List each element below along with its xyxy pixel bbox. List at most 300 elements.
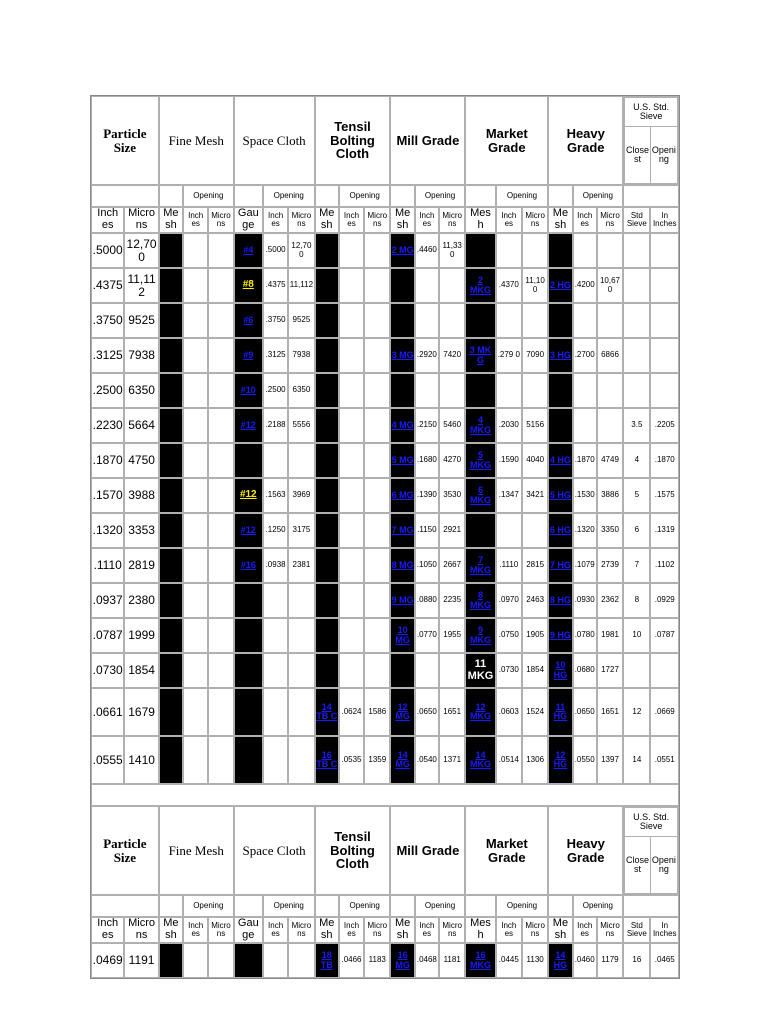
market-grade-mesh-link[interactable]: 5 MKG [466,451,494,470]
tensil-inches [339,443,364,478]
space-cloth-gauge-cell [234,943,263,978]
space-cloth-inches: .3750 [263,303,288,338]
fine-mesh-inches [183,583,208,618]
tensil-inches [339,583,364,618]
std-sieve: 5 [623,478,650,513]
market-grade-mesh-link[interactable]: 9 MKG [466,626,494,645]
fine-mesh-inches [183,548,208,583]
tensil-mesh-cell [315,233,339,268]
mill-grade-mesh-link[interactable]: 9 MG [391,594,414,605]
space-cloth-microns [288,653,314,688]
space-cloth-gauge-cell [234,303,263,338]
market-grade-microns: 1854 [522,653,548,688]
heavy-grade-inches: .0780 [573,618,597,653]
std-sieve: 7 [623,548,650,583]
space-cloth-gauge-cell [234,583,263,618]
fine-mesh-inches [183,338,208,373]
col-inch: Inch es [339,917,364,943]
tensil-inches [339,513,364,548]
heavy-grade-mesh-link[interactable]: 9 HG [549,629,571,640]
heavy-grade-inches: .4200 [573,268,597,303]
fine-mesh-cell [159,583,183,618]
std-sieve: 10 [623,618,650,653]
fine-mesh-cell [159,303,183,338]
header-space-cloth: Space Cloth [234,96,315,185]
std-sieve [623,338,650,373]
blank [234,185,263,207]
fine-mesh-cell [159,408,183,443]
heavy-grade-mesh-link[interactable]: 10 HG [549,661,571,680]
table-row [91,233,679,268]
opening-header: Opening [415,185,466,207]
mill-grade-inches: .0770 [415,618,439,653]
blank [623,185,679,207]
heavy-grade-inches: .1320 [573,513,597,548]
heavy-grade-microns [597,408,623,443]
market-grade-mesh-cell [465,513,495,548]
tensil-mesh-link[interactable]: 18 TB [316,951,338,970]
particle-microns: 6350 [124,373,158,408]
col-micron: Micro ns [208,207,233,233]
fine-mesh-cell [159,373,183,408]
fine-mesh-inches [183,408,208,443]
tensil-inches: .0624 [339,688,364,736]
col-micron: Micro ns [364,207,390,233]
heavy-grade-microns: 4749 [597,443,623,478]
mill-grade-inches: .1390 [415,478,439,513]
tensil-inches [339,303,364,338]
space-cloth-gauge-link[interactable]: #6 [235,316,262,325]
market-grade-mesh-link[interactable]: 4 MKG [466,416,494,435]
particle-microns: 4750 [124,443,158,478]
mill-grade-mesh-link[interactable]: 7 MG [391,524,414,535]
heavy-grade-mesh-cell [548,338,572,373]
mill-grade-mesh-link[interactable]: 12 MG [391,703,413,722]
heavy-grade-microns: 10,67 0 [597,268,623,303]
heavy-grade-mesh-link[interactable]: 5 HG [549,489,571,500]
fine-mesh-inches [183,303,208,338]
market-grade-mesh-cell [465,373,495,408]
tensil-microns [364,653,390,688]
opening-header: Opening [263,895,315,917]
table-row [91,736,679,784]
fine-mesh-microns [208,233,233,268]
fine-mesh-microns [208,338,233,373]
col-mesh: Me sh [315,917,339,943]
mill-grade-mesh-link[interactable]: 14 MG [391,751,413,770]
fine-mesh-microns [208,688,233,736]
heavy-grade-inches: .0680 [573,653,597,688]
market-grade-mesh-cell [465,408,495,443]
space-cloth-gauge-link[interactable]: #12 [235,421,262,430]
space-cloth-inches: .1563 [263,478,288,513]
mill-grade-mesh-cell [390,268,414,303]
header-heavy-grade: Heavy Grade [548,806,623,895]
mill-grade-mesh-cell [390,303,414,338]
particle-microns: 1679 [124,688,158,736]
particle-inches: .0787 [91,618,124,653]
mill-grade-inches: .0540 [415,736,439,784]
mill-grade-mesh-cell [390,443,414,478]
mill-grade-inches: .0880 [415,583,439,618]
std-sieve-inches: .1319 [650,513,679,548]
heavy-grade-mesh-link[interactable]: 7 HG [549,559,571,570]
mill-grade-inches: .1150 [415,513,439,548]
table-row [91,408,679,443]
blank [548,895,572,917]
col-micron: Micro ns [597,917,623,943]
market-grade-mesh-link[interactable]: 6 MKG [466,486,494,505]
fine-mesh-inches [183,373,208,408]
mill-grade-mesh-link[interactable]: 5 MG [391,454,414,465]
market-grade-inches: .2030 [496,408,522,443]
mesh-comparison-page [90,95,680,979]
market-grade-microns: 11,10 0 [522,268,548,303]
mill-grade-mesh-cell [390,618,414,653]
heavy-grade-mesh-cell [548,408,572,443]
space-cloth-microns: 2381 [288,548,314,583]
market-grade-mesh-cell [465,268,495,303]
mill-grade-inches: .2920 [415,338,439,373]
particle-inches: .5000 [91,233,124,268]
col-microns: Micro ns [124,917,158,943]
mill-grade-mesh-cell [390,736,414,784]
space-cloth-microns: 3175 [288,513,314,548]
fine-mesh-inches [183,736,208,784]
tensil-inches [339,653,364,688]
heavy-grade-mesh-link[interactable]: 11 HG [549,703,571,722]
header-us-std [623,96,679,185]
col-mesh: Me sh [390,207,414,233]
fine-mesh-inches [183,233,208,268]
space-cloth-gauge-link[interactable]: #12 [235,526,262,535]
particle-microns: 7938 [124,338,158,373]
tensil-mesh-cell [315,408,339,443]
std-sieve-inches [650,233,679,268]
col-gauge: Gau ge [234,207,263,233]
space-cloth-inches [263,443,288,478]
us-std-subtable [624,97,678,184]
space-cloth-gauge-link[interactable]: #4 [235,246,262,255]
tensil-inches [339,408,364,443]
mill-grade-mesh-link[interactable]: 6 MG [391,489,414,500]
heavy-grade-mesh-link[interactable]: 4 HG [549,454,571,465]
mill-grade-microns: 1651 [439,688,465,736]
mill-grade-mesh-link[interactable]: 4 MG [391,419,414,430]
market-grade-microns: 3421 [522,478,548,513]
market-grade-mesh-cell [465,688,495,736]
fine-mesh-cell [159,736,183,784]
col-in-inches: In Inches [650,917,679,943]
heavy-grade-microns [597,233,623,268]
heavy-grade-mesh-link[interactable]: 12 HG [549,751,571,770]
space-cloth-inches [263,583,288,618]
std-sieve-inches [650,373,679,408]
us-std-label: U.S. Std. Sieve [625,808,678,837]
std-sieve: 3.5 [623,408,650,443]
tensil-mesh-cell [315,373,339,408]
fine-mesh-inches [183,653,208,688]
tensil-mesh-cell [315,478,339,513]
market-grade-mesh-link[interactable]: 8 MKG [466,591,494,610]
heavy-grade-microns: 3886 [597,478,623,513]
particle-inches: .3750 [91,303,124,338]
fine-mesh-cell [159,478,183,513]
heavy-grade-mesh-link[interactable]: 14 HG [549,951,571,970]
fine-mesh-microns [208,548,233,583]
market-grade-microns: 5156 [522,408,548,443]
std-sieve: 4 [623,443,650,478]
market-grade-mesh-link[interactable]: 3 MK G [466,346,494,365]
mill-grade-mesh-link[interactable]: 10 MG [391,626,413,645]
tensil-mesh-link[interactable]: 14 TB C [316,701,338,721]
mill-grade-inches: .4460 [415,233,439,268]
fine-mesh-microns [208,736,233,784]
mill-grade-microns [439,653,465,688]
heavy-grade-inches [573,233,597,268]
heavy-grade-mesh-link[interactable]: 8 HG [549,594,571,605]
space-cloth-microns [288,618,314,653]
blank [623,895,679,917]
heavy-grade-inches: .2700 [573,338,597,373]
blank [390,185,414,207]
std-sieve-inches [650,268,679,303]
mill-grade-inches: .2150 [415,408,439,443]
market-grade-mesh-cell [465,233,495,268]
market-grade-mesh-cell [465,478,495,513]
table-row [91,303,679,338]
space-cloth-gauge-cell [234,373,263,408]
market-grade-inches: .1347 [496,478,522,513]
mill-grade-mesh-link[interactable]: 2 MG [391,244,414,255]
fine-mesh-cell [159,443,183,478]
heavy-grade-inches: .0650 [573,688,597,736]
col-mesh: Me sh [548,207,572,233]
col-gauge: Gau ge [234,917,263,943]
space-cloth-inches [263,736,288,784]
heavy-grade-microns: 2739 [597,548,623,583]
std-sieve [623,233,650,268]
tensil-mesh-cell [315,618,339,653]
heavy-grade-mesh-cell [548,548,572,583]
blank [91,895,159,917]
market-grade-inches: .1110 [496,548,522,583]
space-cloth-microns: 9525 [288,303,314,338]
std-sieve: 6 [623,513,650,548]
header-particle-size: Particle Size [91,806,159,895]
mill-grade-inches [415,653,439,688]
opening-header: Opening [339,185,391,207]
tensil-inches: .0466 [339,943,364,978]
market-grade-microns [522,373,548,408]
space-cloth-gauge-cell [234,653,263,688]
blank [159,895,183,917]
mill-grade-mesh-cell [390,688,414,736]
fine-mesh-inches [183,443,208,478]
col-micron: Micro ns [364,917,390,943]
particle-microns: 1191 [124,943,158,978]
space-cloth-gauge-link[interactable]: #16 [235,561,262,570]
mill-grade-inches: .0650 [415,688,439,736]
opening-header: Opening [573,895,624,917]
mill-grade-microns: 11,33 0 [439,233,465,268]
std-sieve-inches: .0787 [650,618,679,653]
blank [548,185,572,207]
heavy-grade-inches: .0460 [573,943,597,978]
mill-grade-mesh-link[interactable]: 3 MG [391,349,414,360]
tensil-inches [339,373,364,408]
market-grade-mesh-link[interactable]: 14 MKG [466,751,494,770]
particle-microns: 2819 [124,548,158,583]
market-grade-inches: .0603 [496,688,522,736]
tensil-inches [339,478,364,513]
mill-grade-microns: 2235 [439,583,465,618]
mill-grade-mesh-cell [390,373,414,408]
heavy-grade-inches: .1530 [573,478,597,513]
space-cloth-gauge-link[interactable]: #8 [235,280,262,291]
heavy-grade-mesh-cell [548,513,572,548]
particle-inches: .1320 [91,513,124,548]
heavy-grade-microns: 1651 [597,688,623,736]
particle-microns: 11,11 2 [124,268,158,303]
col-mesh: Me sh [315,207,339,233]
space-cloth-gauge-cell [234,443,263,478]
col-inch: Inch es [415,917,439,943]
mill-grade-inches: .1680 [415,443,439,478]
market-grade-mesh-cell [465,618,495,653]
tensil-microns [364,233,390,268]
fine-mesh-cell [159,338,183,373]
col-inch: Inch es [183,917,208,943]
fine-mesh-microns [208,443,233,478]
space-cloth-microns [288,943,314,978]
opening-header: Opening [496,185,549,207]
mill-grade-microns: 1371 [439,736,465,784]
mill-grade-microns [439,373,465,408]
std-sieve-inches: .1575 [650,478,679,513]
space-cloth-gauge-link[interactable]: #12 [235,490,262,501]
tensil-microns [364,618,390,653]
market-grade-mesh-link[interactable]: 2 MKG [466,276,494,295]
particle-inches: .1110 [91,548,124,583]
closest-label: Close st [625,127,651,184]
particle-microns: 1999 [124,618,158,653]
header-space-cloth: Space Cloth [234,806,315,895]
heavy-grade-microns: 1397 [597,736,623,784]
market-grade-mesh-link[interactable]: 7 MKG [466,556,494,575]
space-cloth-gauge-cell [234,408,263,443]
heavy-grade-microns [597,373,623,408]
heavy-grade-mesh-link[interactable]: 3 HG [549,349,571,360]
market-grade-inches [496,303,522,338]
heavy-grade-mesh-link[interactable]: 6 HG [549,524,571,535]
col-mesh: Mes h [465,917,495,943]
tensil-mesh-cell [315,548,339,583]
market-grade-inches: .0750 [496,618,522,653]
opening-header: Opening [339,895,391,917]
market-grade-mesh-link[interactable]: 16 MKG [466,951,494,970]
mill-grade-mesh-cell [390,653,414,688]
std-sieve-inches: .0465 [650,943,679,978]
heavy-grade-mesh-link[interactable]: 2 HG [549,279,571,290]
fine-mesh-inches [183,268,208,303]
blank [91,185,159,207]
col-inch: Inch es [496,207,522,233]
mill-grade-microns [439,303,465,338]
space-cloth-gauge-link[interactable]: #9 [235,351,262,360]
header-heavy-grade: Heavy Grade [548,96,623,185]
market-grade-microns: 1905 [522,618,548,653]
tensil-microns [364,513,390,548]
market-grade-microns: 7090 [522,338,548,373]
fine-mesh-inches [183,943,208,978]
space-cloth-microns: 11,112 [288,268,314,303]
mill-grade-microns: 2667 [439,548,465,583]
particle-inches: .0661 [91,688,124,736]
space-cloth-microns: 5556 [288,408,314,443]
us-std-subtable [624,807,678,894]
space-cloth-gauge-link[interactable]: #10 [235,386,262,395]
us-std-label: U.S. Std. Sieve [625,98,678,127]
fine-mesh-inches [183,688,208,736]
heavy-grade-mesh-cell [548,478,572,513]
col-inch: Inch es [573,917,597,943]
fine-mesh-cell [159,943,183,978]
heavy-grade-inches [573,408,597,443]
market-grade-inches: .279 0 [496,338,522,373]
col-micron: Micro ns [288,207,314,233]
std-sieve-inches [650,653,679,688]
particle-microns: 1854 [124,653,158,688]
mill-grade-mesh-link[interactable]: 16 MG [391,951,413,970]
col-std-sieve: Std Sieve [623,917,650,943]
spacer-row [91,784,679,806]
tensil-microns [364,478,390,513]
fine-mesh-cell [159,618,183,653]
market-grade-inches [496,373,522,408]
particle-inches: .0555 [91,736,124,784]
std-sieve-inches: .1870 [650,443,679,478]
header-fine-mesh: Fine Mesh [159,96,234,185]
market-grade-microns: 4040 [522,443,548,478]
market-grade-microns [522,303,548,338]
market-grade-mesh-cell [465,583,495,618]
table-row [91,688,679,736]
mill-grade-mesh-link[interactable]: 8 MG [391,559,414,570]
opening-label: Openi ng [650,837,677,894]
table-row [91,478,679,513]
tensil-mesh-cell [315,943,339,978]
fine-mesh-microns [208,268,233,303]
tensil-microns [364,548,390,583]
market-grade-mesh-link[interactable]: 12 MKG [466,703,494,722]
particle-inches: .4375 [91,268,124,303]
particle-microns: 12,70 0 [124,233,158,268]
tensil-mesh-link[interactable]: 16 TB C [316,749,338,769]
mill-grade-mesh-cell [390,548,414,583]
heavy-grade-inches [573,373,597,408]
space-cloth-microns [288,443,314,478]
blank [315,895,339,917]
mesh-comparison-table [90,95,680,979]
mill-grade-inches: .1050 [415,548,439,583]
market-grade-mesh-cell [465,443,495,478]
header-mill-grade: Mill Grade [390,806,465,895]
fine-mesh-cell [159,268,183,303]
heavy-grade-inches: .1079 [573,548,597,583]
space-cloth-inches: .2500 [263,373,288,408]
market-grade-inches: .1590 [496,443,522,478]
